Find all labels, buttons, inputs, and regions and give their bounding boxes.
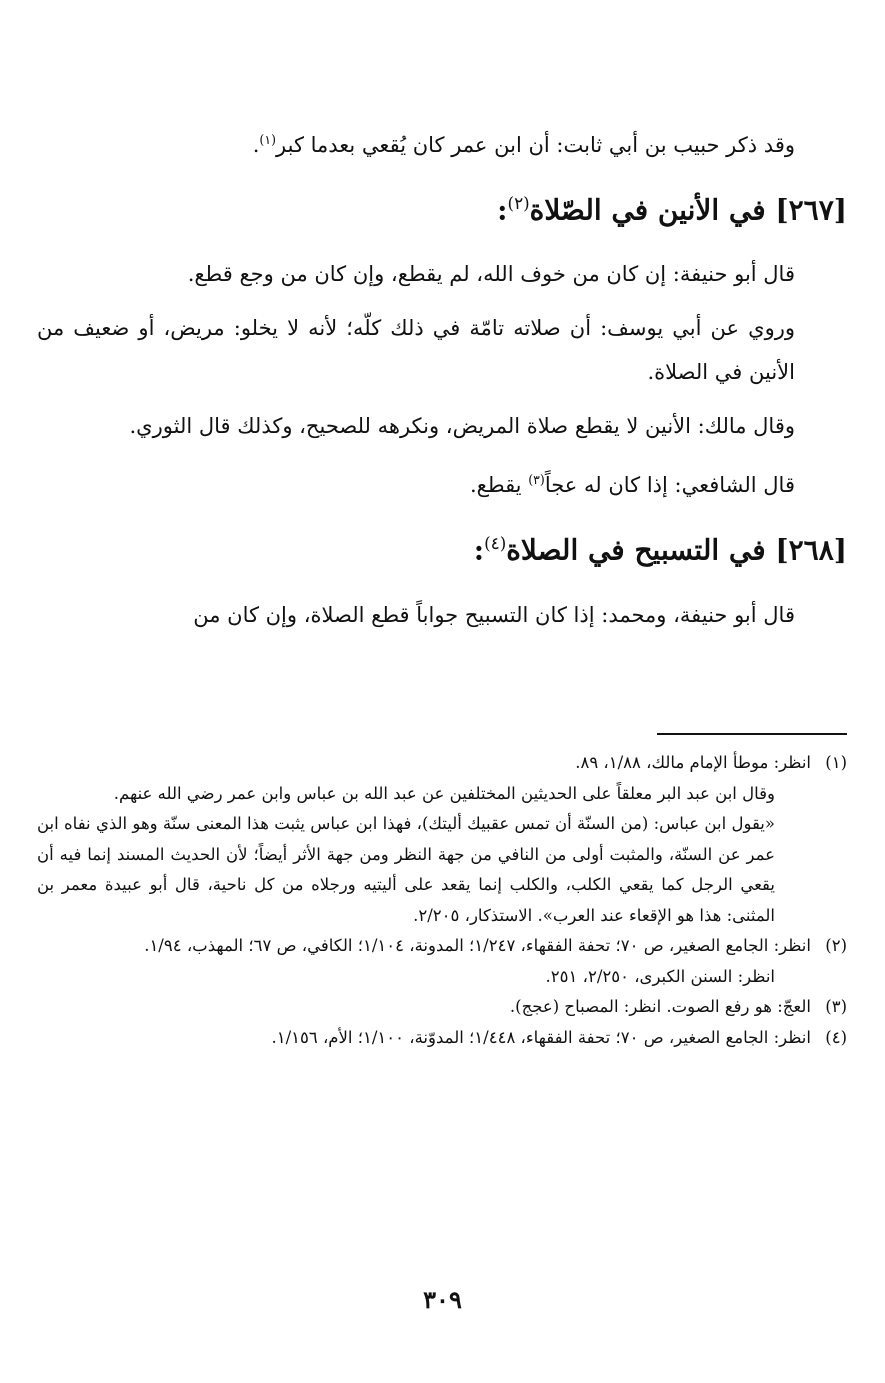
footnote-line: وقال ابن عبد البر معلقاً على الحديثين المختلفين عن عبد الله بن عباس وابن عمر رضي الله عنهم. xyxy=(113,783,775,803)
section-heading-268 xyxy=(37,517,847,576)
section-title-267: في الأنين في الصّلاة xyxy=(529,193,766,227)
section-number-268: [٢٦٨] xyxy=(775,533,847,567)
paragraph-3: وروي عن أبي يوسف: أن صلاته تامّة في ذلك كلّه؛ لأنه لا يخلو: مريض، أو ضعيف من الأنين في الصلاة. xyxy=(37,316,795,385)
paragraph-5-end: يقطع. xyxy=(469,473,529,498)
footnote-2 xyxy=(37,931,847,992)
paragraph-5 xyxy=(37,458,847,507)
footnote-separator xyxy=(657,733,847,735)
paragraph-1-text: وقد ذكر حبيب بن أبي ثابت: أن ابن عمر كان يُقعي بعدما كبر xyxy=(276,133,795,157)
footnotes xyxy=(37,748,847,1053)
paragraph-1 xyxy=(37,118,847,167)
footnote-line: العجّ: هو رفع الصوت. انظر: المصباح (عجج). xyxy=(509,997,811,1016)
paragraph-2: قال أبو حنيفة: إن كان من خوف الله، لم يقطع، وإن كان من وجع قطع. xyxy=(187,262,795,287)
footnote-ref-1[interactable]: (١) xyxy=(259,132,277,147)
heading-colon: : xyxy=(497,193,508,227)
footnote-number: (٢) xyxy=(825,936,847,955)
paragraph-5-text: قال الشافعي: إذا كان له عجاً xyxy=(544,473,795,498)
footnote-1 xyxy=(37,748,847,931)
paragraph-4: وقال مالك: الأنين لا يقطع صلاة المريض، ونكرهه للصحيح، وكذلك قال الثوري. xyxy=(129,414,795,439)
footnote-line: انظر: السنن الكبرى، ٢/٢٥٠، ٢٥١. xyxy=(545,966,775,986)
footnote-line: «يقول ابن عباس: (من السنّة أن تمس عقبيك أليتك)، فهذا ابن عباس يثبت هذا المعنى سنّة وهو الذي نفاه ابن عمر عن السنّة، والمثبت أولى من النافي من جهة النظر ومن جهة الأثر أيضاً؛ لأن الحديث المسند إنما فيه أن يقعي الرجل كما يقعي الكلب، والكلب إنما يقعد على أليتيه ورجلاه من كل ناحية، قال أبو عبيدة معمر بن المثنى: هذا هو الإقعاء عند العرب». الاستذكار، ٢/٢٠٥. xyxy=(37,814,775,925)
section-heading-267 xyxy=(37,177,847,236)
footnote-line: انظر: الجامع الصغير، ص ٧٠؛ تحفة الفقهاء، ١/٢٤٧؛ المدونة، ١/١٠٤؛ الكافي، ص ٦٧؛ المهذب، ١/٩٤. xyxy=(144,936,811,955)
paragraph-6: قال أبو حنيفة، ومحمد: إذا كان التسبيح جواباً قطع الصلاة، وإن كان من xyxy=(193,602,795,627)
section-title-268: في التسبيح في الصلاة xyxy=(506,533,766,567)
footnote-line: انظر: الجامع الصغير، ص ٧٠؛ تحفة الفقهاء، ١/٤٤٨؛ المدوّنة، ١/١٠٠؛ الأم، ١/١٥٦. xyxy=(271,1027,811,1047)
footnote-3 xyxy=(37,992,847,1023)
footnote-ref-3[interactable]: (٣) xyxy=(528,472,545,488)
footnote-number: (٤) xyxy=(825,1027,847,1047)
main-text xyxy=(37,118,847,647)
paragraph-1-end: . xyxy=(252,133,260,157)
page-number: ٣٠٩ xyxy=(423,1285,462,1314)
footnote-line: انظر: موطأ الإمام مالك، ١/٨٨، ٨٩. xyxy=(575,753,811,772)
footnote-number: (١) xyxy=(825,753,847,772)
footnote-ref-2[interactable]: (٢) xyxy=(507,193,530,213)
footnote-ref-4[interactable]: (٤) xyxy=(484,533,507,554)
footnote-number: (٣) xyxy=(825,997,847,1016)
heading-colon: : xyxy=(473,533,485,567)
section-number-267: [٢٦٧] xyxy=(775,193,847,227)
footnote-4 xyxy=(37,1023,847,1054)
